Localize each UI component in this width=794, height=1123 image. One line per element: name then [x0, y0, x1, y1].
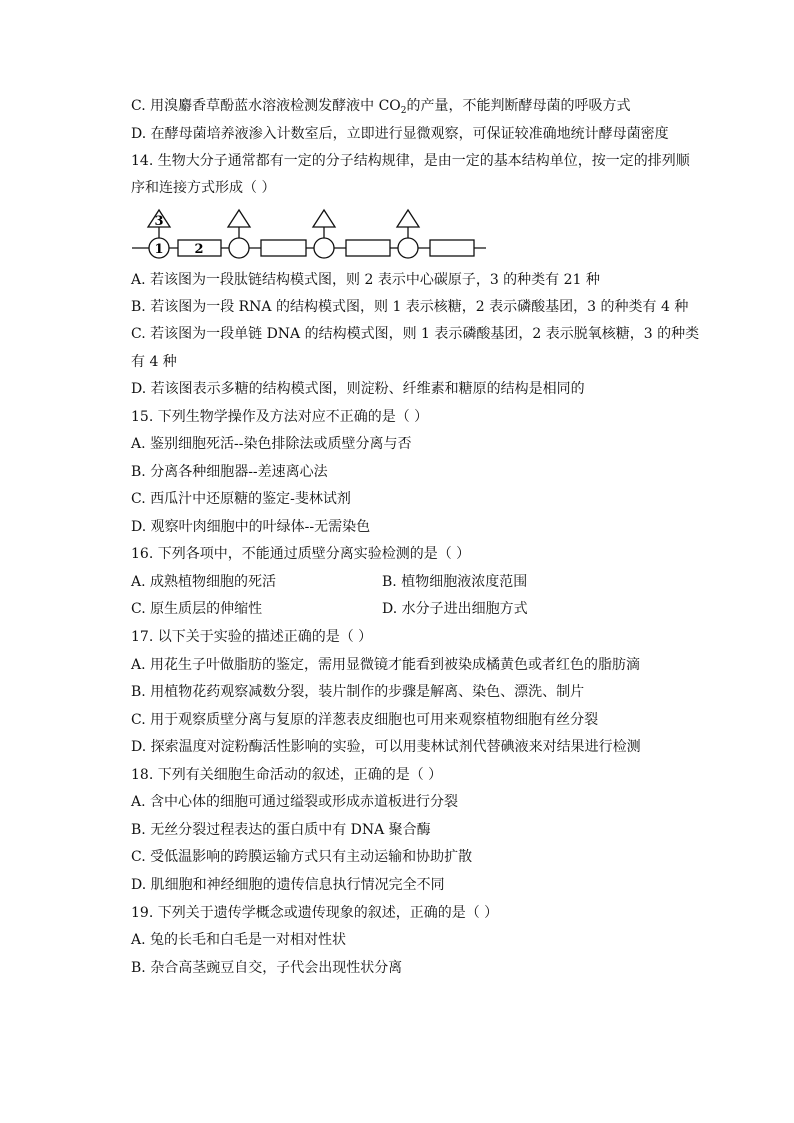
q15-option-d: D. 观察叶肉细胞中的叶绿体--无需染色: [131, 519, 371, 535]
circle-unit: [398, 238, 418, 258]
q15-option-a: A. 鉴别细胞死活--染色排除法或质壁分离与否: [131, 436, 412, 452]
q14-stem-line1: 14. 生物大分子通常都有一定的分子结构规律，是由一定的基本结构单位，按一定的排列顺: [131, 153, 690, 169]
q18-stem: 18. 下列有关细胞生命活动的叙述，正确的是（ ）: [131, 767, 443, 783]
q13-option-c: [131, 96, 631, 116]
q19-option-a: A. 兔的长毛和白毛是一对相对性状: [131, 932, 347, 948]
triangle-base: [313, 210, 335, 227]
q14-option-c-line1: C. 若该图为一段单链 DNA 的结构模式图，则 1 表示磷酸基团，2 表示脱氧核糖，3 的种类: [131, 326, 700, 342]
q13-option-d: D. 在酵母菌培养液渗入计数室后，立即进行显微观察，可保证较准确地统计酵母菌密度: [131, 126, 669, 142]
q14-option-c-line2: 有 4 种: [131, 354, 177, 370]
q16-option-d: D. 水分子进出细胞方式: [382, 601, 528, 617]
q16-option-b: B. 植物细胞液浓度范围: [382, 574, 528, 590]
q18-option-a: A. 含中心体的细胞可通过缢裂或形成赤道板进行分裂: [131, 794, 459, 810]
q15-option-b: B. 分离各种细胞器--差速离心法: [131, 464, 328, 480]
q19-option-b: B. 杂合高茎豌豆自交，子代会出现性状分离: [131, 960, 403, 976]
rect-unit: [261, 240, 306, 256]
q17-option-a: A. 用花生子叶做脂肪的鉴定，需用显微镜才能看到被染成橘黄色或者红色的脂肪滴: [131, 657, 641, 673]
q15-option-c: C. 西瓜汁中还原糖的鉴定-斐林试剂: [131, 491, 351, 507]
q14-stem-line2: 序和连接方式形成（ ）: [131, 180, 276, 196]
q14-option-d: D. 若该图表示多糖的结构模式图，则淀粉、纤维素和糖原的结构是相同的: [131, 381, 585, 397]
circle-unit: [229, 238, 249, 258]
q14-option-b: B. 若该图为一段 RNA 的结构模式图，则 1 表示核糖，2 表示磷酸基团，3 的种类有 4 种: [131, 299, 689, 315]
label-2: 2: [194, 242, 204, 257]
q18-option-b: B. 无丝分裂过程表达的蛋白质中有 DNA 聚合酶: [131, 822, 431, 838]
rect-unit: [430, 240, 474, 256]
rect-unit: [346, 240, 390, 256]
q17-option-d: D. 探索温度对淀粉酶活性影响的实验，可以用斐林试剂代替碘液来对结果进行检测: [131, 739, 641, 755]
co2-subscript: 2: [400, 106, 407, 116]
q19-stem: 19. 下列关于遗传学概念或遗传现象的叙述，正确的是（ ）: [131, 905, 499, 921]
q14-option-a: A. 若该图为一段肽链结构模式图，则 2 表示中心碳原子，3 的种类有 21 种: [131, 272, 600, 288]
q15-stem: 15. 下列生物学操作及方法对应不正确的是（ ）: [131, 409, 429, 425]
label-1: 1: [154, 242, 164, 257]
q17-stem: 17. 以下关于实验的描述正确的是（ ）: [131, 629, 373, 645]
q13-option-c-text-post: 的产量，不能判断酵母菌的呼吸方式: [406, 98, 631, 114]
q17-option-c: C. 用于观察质壁分离与复原的洋葱表皮细胞也可用来观察植物细胞有丝分裂: [131, 712, 599, 728]
q13-option-c-text-pre: C. 用溴麝香草酚蓝水溶液检测发酵液中 CO: [131, 98, 401, 114]
q18-option-c: C. 受低温影响的跨膜运输方式只有主动运输和协助扩散: [131, 849, 473, 865]
triangle-base: [397, 210, 419, 227]
q17-option-b: B. 用植物花药观察减数分裂，装片制作的步骤是解离、染色、漂洗、制片: [131, 684, 585, 700]
molecule-structure-diagram: [128, 203, 492, 265]
q16-stem: 16. 下列各项中，不能通过质壁分离实验检测的是（ ）: [131, 546, 471, 562]
q16-option-c: C. 原生质层的伸缩性: [131, 601, 263, 617]
q16-option-a: A. 成熟植物细胞的死活: [131, 574, 277, 590]
label-3: 3: [154, 214, 164, 229]
q18-option-d: D. 肌细胞和神经细胞的遗传信息执行情况完全不同: [131, 877, 445, 893]
triangle-base: [228, 210, 250, 227]
circle-unit: [314, 238, 334, 258]
